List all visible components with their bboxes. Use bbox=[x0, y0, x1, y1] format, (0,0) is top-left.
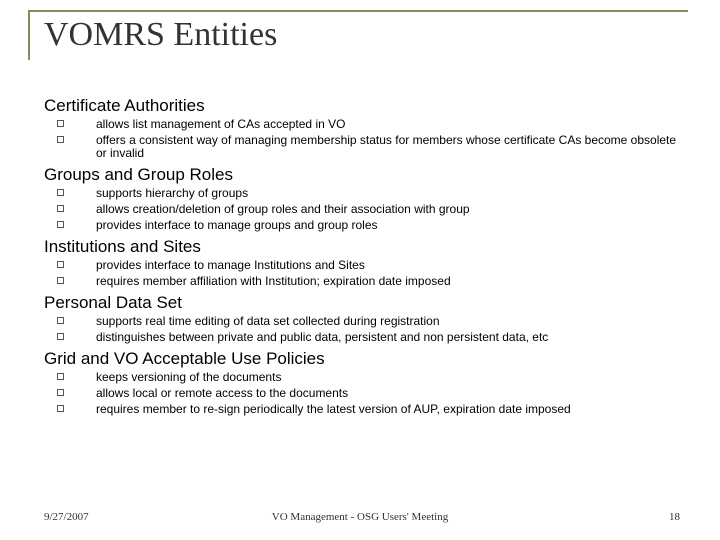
footer-date: 9/27/2007 bbox=[44, 511, 89, 523]
bullet-list bbox=[44, 259, 684, 288]
bullet-text: allows list management of CAs accepted in VO bbox=[96, 117, 346, 131]
square-bullet-icon bbox=[57, 205, 64, 212]
square-bullet-icon bbox=[57, 373, 64, 380]
bullet-text: supports hierarchy of groups bbox=[96, 186, 249, 200]
square-bullet-icon bbox=[57, 317, 64, 324]
square-bullet-icon bbox=[57, 189, 64, 196]
bullet-text: requires member affiliation with Institution; expiration date imposed bbox=[96, 274, 451, 288]
section-certificate-authorities bbox=[44, 96, 684, 160]
bullet-text: supports real time editing of data set collected during registration bbox=[96, 314, 440, 328]
section-heading: Groups and Group Roles bbox=[44, 165, 233, 184]
bullet-item bbox=[44, 403, 684, 416]
bullet-text: keeps versioning of the documents bbox=[96, 370, 282, 384]
bullet-item bbox=[44, 259, 684, 272]
section-heading: Certificate Authorities bbox=[44, 96, 205, 115]
page-number: 18 bbox=[669, 511, 680, 523]
bullet-item bbox=[44, 219, 684, 232]
bullet-text: distinguishes between private and public data, persistent and non persistent data, etc bbox=[96, 330, 549, 344]
square-bullet-icon bbox=[57, 277, 64, 284]
bullet-list bbox=[44, 187, 684, 232]
bullet-text: allows creation/deletion of group roles and their association with group bbox=[96, 202, 470, 216]
section-groups-and-roles bbox=[44, 165, 684, 232]
bullet-item bbox=[44, 187, 684, 200]
bullet-text: offers a consistent way of managing membership status for members whose certificate CAs become obsolete or invalid bbox=[96, 133, 677, 160]
square-bullet-icon bbox=[57, 120, 64, 127]
bullet-list bbox=[44, 371, 684, 416]
square-bullet-icon bbox=[57, 333, 64, 340]
footer-title: VO Management - OSG Users' Meeting bbox=[271, 511, 449, 523]
slide-content bbox=[44, 96, 684, 421]
bullet-text: provides interface to manage groups and group roles bbox=[96, 218, 378, 232]
bullet-item bbox=[44, 134, 684, 160]
section-acceptable-use-policies bbox=[44, 349, 684, 416]
bullet-item bbox=[44, 203, 684, 216]
title-top-rule bbox=[28, 10, 688, 12]
bullet-item bbox=[44, 315, 684, 328]
section-heading: Grid and VO Acceptable Use Policies bbox=[44, 349, 325, 368]
square-bullet-icon bbox=[57, 136, 64, 143]
bullet-item bbox=[44, 331, 684, 344]
section-heading: Institutions and Sites bbox=[44, 237, 201, 256]
bullet-list bbox=[44, 315, 684, 344]
square-bullet-icon bbox=[57, 221, 64, 228]
section-heading: Personal Data Set bbox=[44, 293, 182, 312]
section-personal-data-set bbox=[44, 293, 684, 344]
bullet-item bbox=[44, 387, 684, 400]
slide-title: VOMRS Entities bbox=[44, 16, 278, 53]
title-left-rule bbox=[28, 10, 30, 60]
bullet-text: allows local or remote access to the documents bbox=[96, 386, 349, 400]
square-bullet-icon bbox=[57, 405, 64, 412]
bullet-item bbox=[44, 275, 684, 288]
square-bullet-icon bbox=[57, 389, 64, 396]
bullet-text: provides interface to manage Institutions and Sites bbox=[96, 258, 365, 272]
section-institutions-and-sites bbox=[44, 237, 684, 288]
square-bullet-icon bbox=[57, 261, 64, 268]
bullet-list bbox=[44, 118, 684, 160]
bullet-text: requires member to re-sign periodically the latest version of AUP, expiration date imposed bbox=[96, 402, 571, 416]
bullet-item bbox=[44, 371, 684, 384]
bullet-item bbox=[44, 118, 684, 131]
